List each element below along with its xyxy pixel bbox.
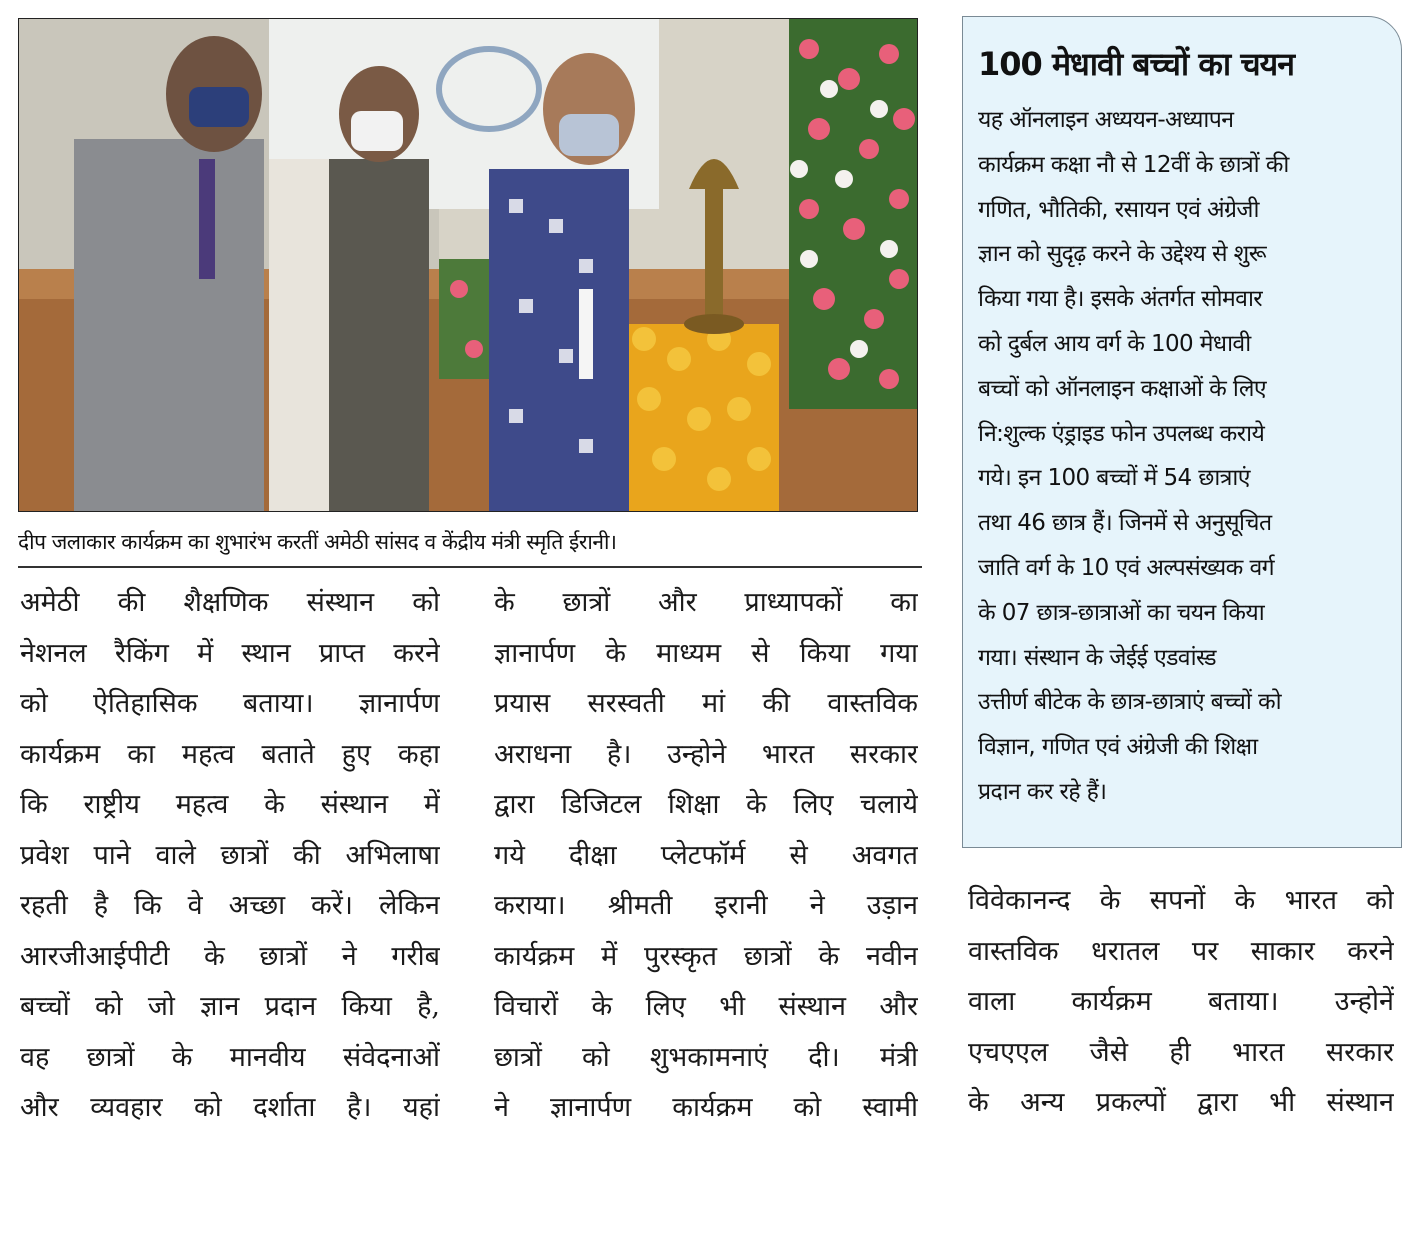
text-line: एचएएल जैसे ही भारत सरकार: [968, 1036, 1394, 1068]
text-line: कराया। श्रीमती इरानी ने उड़ान: [494, 890, 918, 921]
text-line: वाला कार्यक्रम बताया। उन्होनें: [968, 986, 1394, 1017]
sidebar-line: गणित, भौतिकी, रसायन एवं अंग्रेजी: [978, 196, 1259, 223]
news-photo: [18, 18, 918, 512]
text-line: अराधना है। उन्होने भारत सरकार: [494, 738, 918, 770]
text-line: के छात्रों और प्राध्यापकों का: [494, 587, 918, 618]
text-line: वह छात्रों के मानवीय संवेदनाओं: [20, 1041, 440, 1073]
sidebar-line: किया गया है। इसके अंतर्गत सोमवार: [978, 286, 1263, 313]
sidebar-title: 100 मेधावी बच्चों का चयन: [978, 45, 1294, 83]
sidebar-line: बच्चों को ऑनलाइन कक्षाओं के लिए: [978, 375, 1266, 402]
article-column-2: [494, 578, 918, 1134]
sidebar-line: उत्तीर्ण बीटेक के छात्र-छात्राएं बच्चों को: [978, 689, 1281, 716]
article-column-3: [968, 876, 1394, 1129]
text-line: विवेकानन्द के सपनों के भारत को: [968, 885, 1394, 916]
sidebar-line: गये। इन 100 बच्चों में 54 छात्राएं: [978, 465, 1250, 492]
caption-divider: [18, 566, 922, 568]
text-line: ज्ञानार्पण के माध्यम से किया गया: [494, 637, 918, 669]
text-line: छात्रों को शुभकामनाएं दी। मंत्री: [494, 1041, 918, 1073]
text-line: कि राष्ट्रीय महत्व के संस्थान में: [20, 789, 440, 820]
sidebar-line: गया। संस्थान के जेईई एडवांस्ड: [978, 644, 1216, 671]
sidebar-line: यह ऑनलाइन अध्ययन-अध्यापन: [978, 107, 1234, 133]
sidebar-line: कार्यक्रम कक्षा नौ से 12वीं के छात्रों की: [978, 151, 1289, 178]
text-line: आरजीआईपीटी के छात्रों ने गरीब: [20, 940, 440, 972]
text-line: प्रयास सरस्वती मां की वास्तविक: [494, 688, 918, 719]
text-line: ने ज्ञानार्पण कार्यक्रम को स्वामी: [494, 1092, 918, 1123]
text-line: द्वारा डिजिटल शिक्षा के लिए चलाये: [494, 789, 918, 820]
text-line: और व्यवहार को दर्शाता है। यहां: [20, 1092, 440, 1123]
text-line: कार्यक्रम में पुरस्कृत छात्रों के नवीन: [494, 940, 918, 972]
sidebar-line: प्रदान कर रहे हैं।: [978, 778, 1107, 805]
text-line: रहती है कि वे अच्छा करें। लेकिन: [20, 890, 440, 921]
text-line: अमेठी की शैक्षणिक संस्थान को: [20, 587, 440, 618]
text-line: प्रवेश पाने वाले छात्रों की अभिलाषा: [20, 839, 440, 871]
text-line: नेशनल रैकिंग में स्थान प्राप्त करने: [20, 637, 440, 669]
sidebar-line: के 07 छात्र-छात्राओं का चयन किया: [978, 599, 1265, 626]
text-line: वास्तविक धरातल पर साकार करने: [968, 935, 1394, 967]
sidebar-line: ज्ञान को सुदृढ़ करने के उद्देश्य से शुरू: [978, 241, 1266, 268]
text-line: विचारों के लिए भी संस्थान और: [494, 991, 918, 1022]
sidebar-line: नि:शुल्क एंड्राइड फोन उपलब्ध कराये: [978, 420, 1265, 447]
text-line: के अन्य प्रकल्पों द्वारा भी संस्थान: [968, 1087, 1394, 1118]
sidebar-line: को दुर्बल आय वर्ग के 100 मेधावी: [978, 330, 1251, 357]
sidebar-line: जाति वर्ग के 10 एवं अल्पसंख्यक वर्ग: [978, 554, 1274, 581]
text-line: कार्यक्रम का महत्व बताते हुए कहा: [20, 738, 440, 770]
text-line: बच्चों को जो ज्ञान प्रदान किया है,: [20, 991, 440, 1022]
text-line: गये दीक्षा प्लेटफॉर्म से अवगत: [494, 839, 918, 871]
text-line: को ऐतिहासिक बताया। ज्ञानार्पण: [20, 688, 440, 719]
sidebar-line: तथा 46 छात्र हैं। जिनमें से अनुसूचित: [978, 510, 1272, 537]
sidebar-line: विज्ञान, गणित एवं अंग्रेजी की शिक्षा: [978, 734, 1258, 761]
article-column-1: [20, 578, 440, 1134]
photo-caption: दीप जलाकार कार्यक्रम का शुभारंभ करतीं अमेठी सांसद व केंद्रीय मंत्री स्मृति ईरानी।: [18, 530, 617, 554]
sidebar-body: [978, 98, 1390, 815]
